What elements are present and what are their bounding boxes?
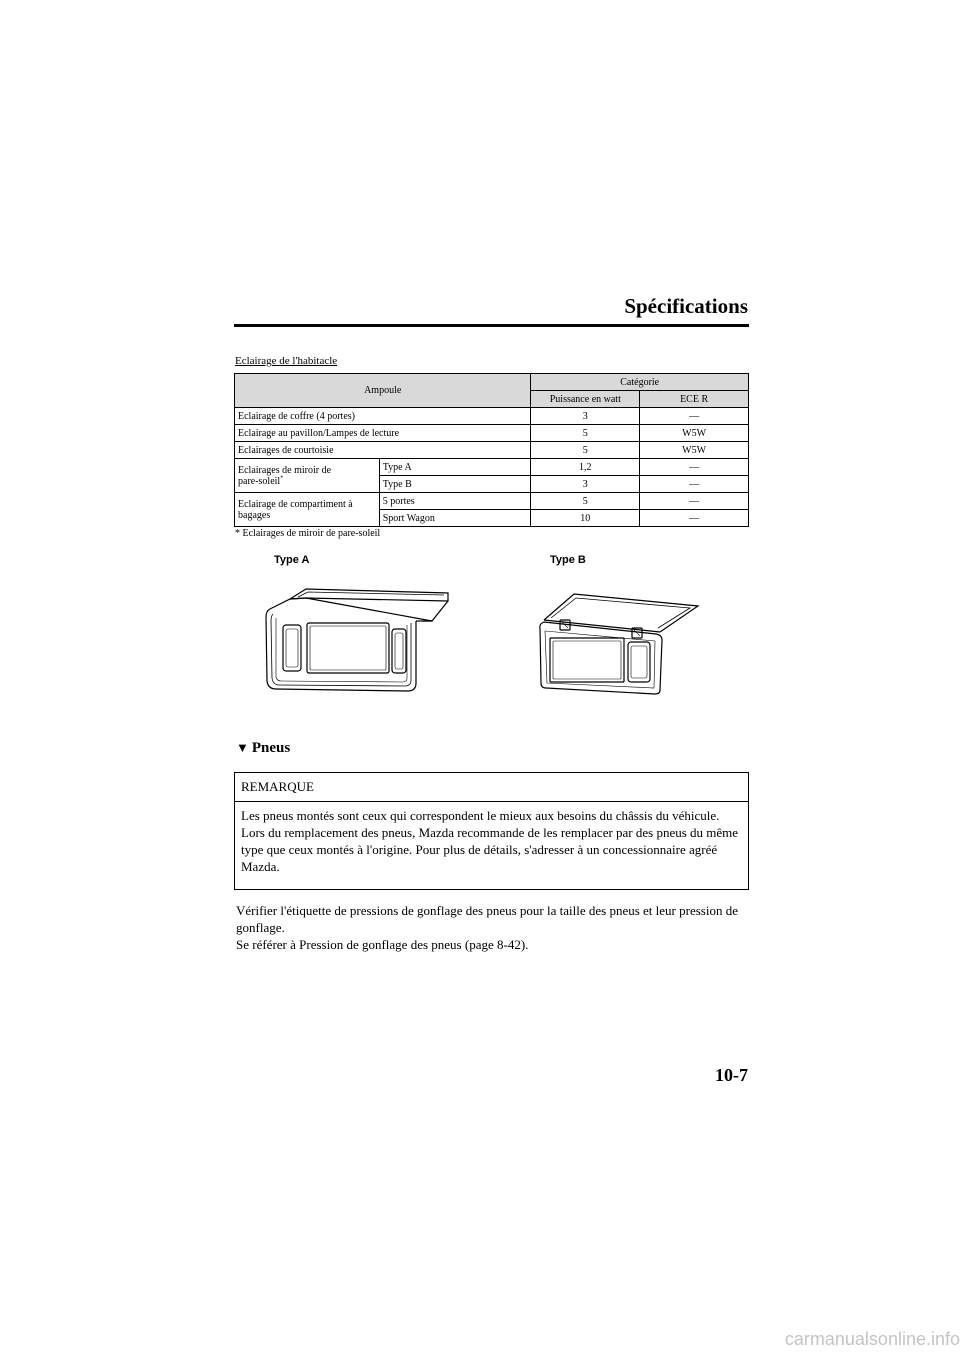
luggage-label-line2: bagages bbox=[238, 509, 271, 521]
luggage-group-label bbox=[235, 493, 380, 527]
wattage-cell: 1,2 bbox=[531, 459, 640, 476]
bulb-cell: Eclairage au pavillon/Lampes de lecture bbox=[235, 425, 531, 442]
sun-visor-type-a-illustration bbox=[262, 585, 457, 695]
interior-lighting-heading: Eclairage de l'habitacle bbox=[235, 355, 338, 367]
header-category: Catégorie bbox=[531, 374, 749, 391]
remark-title: REMARQUE bbox=[235, 773, 748, 802]
bulb-cell: Eclairage de coffre (4 portes) bbox=[235, 408, 531, 425]
wattage-cell: 5 bbox=[531, 493, 640, 510]
variant-cell: Sport Wagon bbox=[379, 510, 531, 527]
section-marker-icon: ▼ bbox=[236, 740, 249, 755]
footnote-marker: * bbox=[280, 475, 284, 482]
header-ece: ECE R bbox=[640, 391, 749, 408]
mirror-group-label bbox=[235, 459, 380, 493]
ece-cell: — bbox=[640, 493, 749, 510]
tires-paragraph: Vérifier l'étiquette de pressions de gonflage des pneus pour la taille des pneus et leur pression de gonflage. bbox=[236, 903, 738, 935]
remark-paragraph: Lors du remplacement des pneus, Mazda recommande de les remplacer par des pneus du même type que ceux montés à l'origine. Pour plus de détails, s'adresser à un concessionnaire agréé Mazda. bbox=[241, 825, 739, 874]
table-footnote: * Eclairages de miroir de pare-soleil bbox=[235, 528, 381, 539]
ece-cell: — bbox=[640, 510, 749, 527]
mirror-label-line2: pare-soleil bbox=[238, 475, 281, 487]
page-number: 10-7 bbox=[715, 1065, 748, 1085]
ece-cell: W5W bbox=[640, 425, 749, 442]
mirror-label-line1: Eclairages de miroir de bbox=[238, 464, 332, 476]
ece-cell: — bbox=[640, 408, 749, 425]
ece-cell: W5W bbox=[640, 442, 749, 459]
remark-box bbox=[234, 772, 749, 890]
wattage-cell: 5 bbox=[531, 425, 640, 442]
tires-heading-text: Pneus bbox=[251, 740, 291, 756]
ece-cell: — bbox=[640, 476, 749, 493]
bulb-cell: Eclairages de courtoisie bbox=[235, 442, 531, 459]
variant-cell: 5 portes bbox=[379, 493, 531, 510]
watermark: carmanualsonline.info bbox=[784, 1329, 960, 1349]
section-title: Spécifications bbox=[624, 294, 748, 318]
sun-visor-type-b-illustration bbox=[536, 590, 701, 695]
luggage-label-line1: Eclairage de compartiment à bbox=[238, 498, 353, 510]
tires-reference-link[interactable]: Se référer à Pression de gonflage des pneus (page 8-42). bbox=[236, 937, 529, 952]
type-a-label: Type A bbox=[274, 554, 310, 566]
table-row bbox=[235, 442, 749, 459]
table-row bbox=[235, 493, 749, 510]
wattage-cell: 3 bbox=[531, 408, 640, 425]
remark-paragraph: Les pneus montés sont ceux qui correspondent le mieux aux besoins du châssis du véhicule. bbox=[241, 808, 720, 823]
wattage-cell: 3 bbox=[531, 476, 640, 493]
table-row bbox=[235, 425, 749, 442]
variant-cell: Type B bbox=[379, 476, 531, 493]
bulb-table bbox=[234, 373, 749, 527]
table-row bbox=[235, 459, 749, 476]
variant-cell: Type A bbox=[379, 459, 531, 476]
table-row bbox=[235, 408, 749, 425]
wattage-cell: 10 bbox=[531, 510, 640, 527]
header-wattage: Puissance en watt bbox=[531, 391, 640, 408]
ece-cell: — bbox=[640, 459, 749, 476]
tires-body bbox=[236, 902, 751, 953]
tires-heading bbox=[236, 740, 290, 757]
header-bulb: Ampoule bbox=[235, 374, 531, 408]
type-b-label: Type B bbox=[550, 554, 586, 566]
title-rule bbox=[234, 324, 749, 327]
remark-body bbox=[235, 802, 748, 880]
wattage-cell: 5 bbox=[531, 442, 640, 459]
